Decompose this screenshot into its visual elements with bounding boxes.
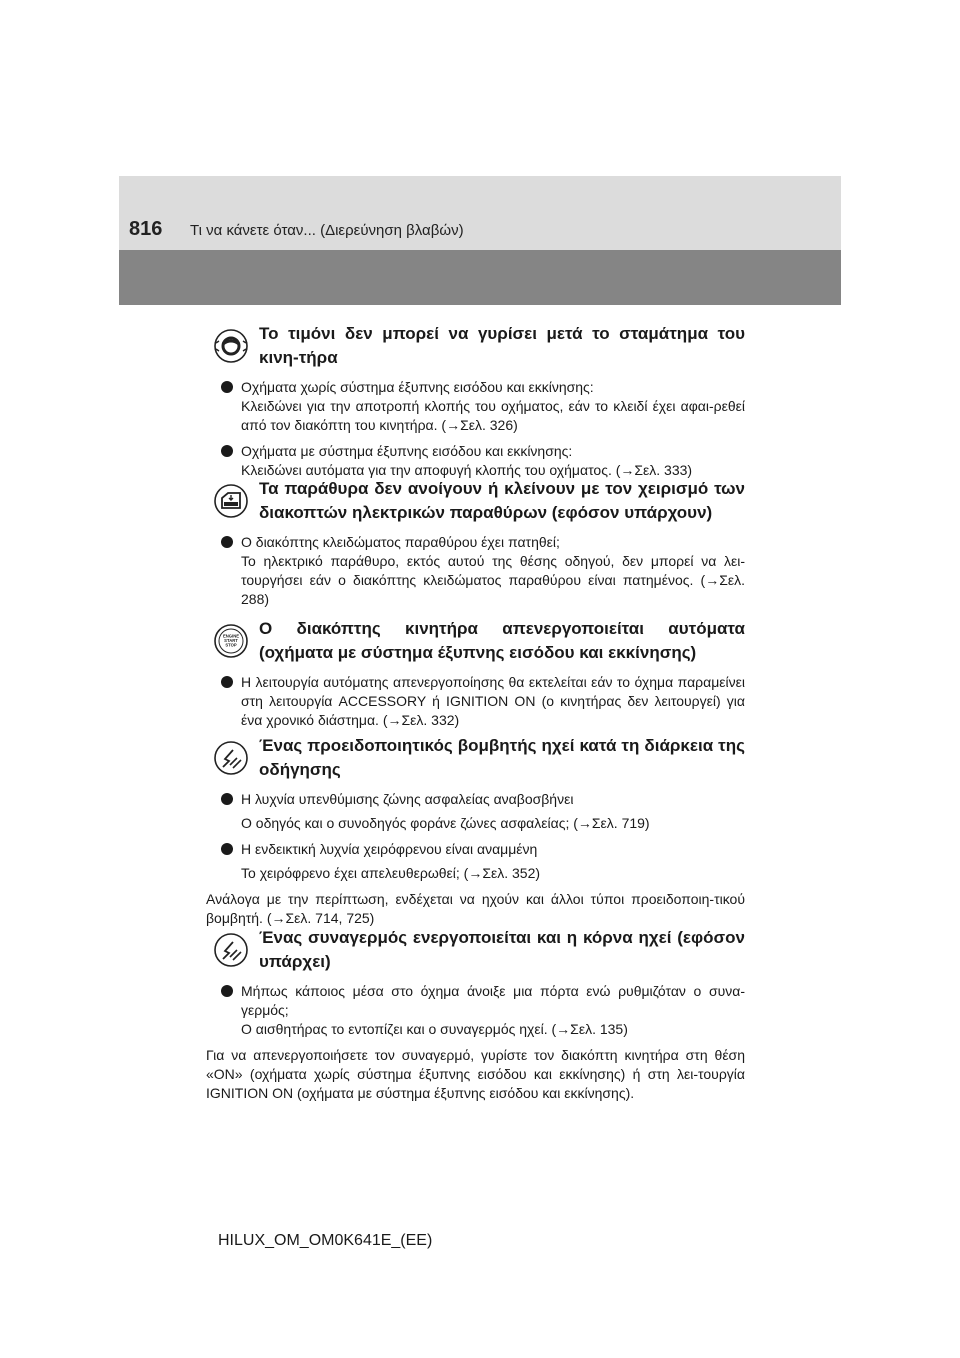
list-item-text: Οχήματα χωρίς σύστημα έξυπνης εισόδου και εκκίνησης:: [241, 379, 594, 395]
bullet-list: [215, 533, 745, 609]
chapter-title: Τι να κάνετε όταν... (Διερεύνηση βλαβών): [190, 222, 464, 239]
list-item: [215, 982, 745, 1039]
bullet-list: [215, 790, 745, 883]
bullet-list: [215, 673, 745, 730]
section: [206, 734, 745, 932]
list-item: [215, 840, 745, 883]
list-item-text: Κλειδώνει για την αποτροπή κλοπής του οχήματος, εάν το κλειδί έχει αφαι-ρεθεί από τον διακόπτη του κινητήρα. (→Σελ. 326): [241, 398, 745, 433]
list-item-text: Ο αισθητήρας το εντοπίζει και ο συναγερμός ηχεί. (→Σελ. 135): [241, 1021, 628, 1037]
engine-start-stop-icon: [213, 623, 249, 659]
section: [215, 322, 745, 487]
bullet-icon: [221, 536, 233, 548]
icon-label: START: [224, 638, 238, 643]
page-number: 816: [129, 218, 163, 240]
section-title: Τα παράθυρα δεν ανοίγουν ή κλείνουν με τον χειρισμό των διακοπτών ηλεκτρικών παραθύρων (εφόσον υπάρχουν): [259, 479, 745, 522]
bullet-icon: [221, 381, 233, 393]
list-item-text: Η λυχνία υπενθύμισης ζώνης ασφαλείας αναβοσβήνει: [241, 791, 574, 807]
section-title: Ένας προειδοποιητικός βομβητής ηχεί κατά τη διάρκεια της οδήγησης: [259, 736, 745, 779]
section: [206, 926, 745, 1107]
section-title: Ένας συναγερμός ενεργοποιείται και η κόρνα ηχεί (εφόσον υπάρχει): [259, 928, 745, 971]
header-dark-band: [119, 250, 841, 305]
list-item-detail: Ο οδηγός και ο συνοδηγός φοράνε ζώνες ασφαλείας; (→Σελ. 719): [241, 815, 650, 831]
list-item-text: Κλειδώνει αυτόματα για την αποφυγή κλοπής του οχήματος. (→Σελ. 333): [241, 462, 693, 478]
list-item-text: Η λειτουργία αυτόματης απενεργοποίησης θα εκτελείται εάν το όχημα παραμείνει στη λειτουργία ACCESSORY ή IGNITION ON (ο κινητήρας δεν λειτουργεί) για ένα χρονικό διάστημα. (→Σελ. 332): [241, 674, 745, 728]
list-item-text: Ο διακόπτης κλειδώματος παραθύρου έχει πατηθεί;: [241, 534, 560, 550]
list-item-text: Μήπως κάποιος μέσα στο όχημα άνοιξε μια πόρτα ενώ ρυθμιζόταν ο συνα-γερμός;: [241, 983, 745, 1018]
icon-label: ENGINE: [222, 633, 240, 639]
list-item: [215, 442, 745, 480]
bullet-list: [215, 378, 745, 480]
alarm-horn-icon: [213, 932, 249, 968]
list-item: [215, 790, 745, 833]
window-lock-icon: [213, 483, 249, 519]
list-item: [215, 378, 745, 435]
note-text: Ανάλογα με την περίπτωση, ενδέχεται να ηχούν και άλλοι τύποι προειδοποιη-τικού βομβητή. (→Σελ. 714, 725): [206, 891, 745, 926]
bullet-icon: [221, 843, 233, 855]
section-title: Ο διακόπτης κινητήρα απενεργοποιείται αυτόματα (οχήματα με σύστημα έξυπνης εισόδου και εκκίνησης): [259, 619, 745, 662]
list-item-detail: Το χειρόφρενο έχει απελευθερωθεί; (→Σελ. 352): [241, 865, 541, 881]
bullet-icon: [221, 445, 233, 457]
bullet-list: [215, 982, 745, 1039]
bullet-icon: [221, 985, 233, 997]
list-item-text: Η ενδεικτική λυχνία χειρόφρενου είναι αναμμένη: [241, 841, 538, 857]
note-text: Για να απενεργοποιήσετε τον συναγερμό, γυρίστε τον διακόπτη κινητήρα στη θέση «ON» (οχήματα χωρίς σύστημα έξυπνης εισόδου και εκκίνησης) ή στη λει-τουργία IGNITION ON (οχήματα με σύστημα έξυπνης εισόδου και εκκίνησης).: [206, 1047, 745, 1101]
list-item-text: Οχήματα με σύστημα έξυπνης εισόδου και εκκίνησης:: [241, 443, 573, 459]
section-title: Το τιμόνι δεν μπορεί να γυρίσει μετά το σταμάτημα του κινη-τήρα: [259, 324, 745, 367]
buzzer-icon: [213, 740, 249, 776]
bullet-icon: [221, 676, 233, 688]
list-item-text: Το ηλεκτρικό παράθυρο, εκτός αυτού της θέσης οδηγού, δεν μπορεί να λει-τουργήσει εάν ο διακόπτης κλειδώματος παραθύρου είναι πατημένος. (→Σελ. 288): [241, 553, 745, 607]
section: [215, 617, 745, 737]
icon-label: STOP: [225, 642, 237, 648]
bullet-icon: [221, 793, 233, 805]
steering-lock-icon: [213, 328, 249, 364]
list-item: [215, 533, 745, 609]
section: [215, 477, 745, 616]
list-item: [215, 673, 745, 730]
doc-code: HILUX_OM_OM0K641E_(EE): [218, 1232, 433, 1249]
